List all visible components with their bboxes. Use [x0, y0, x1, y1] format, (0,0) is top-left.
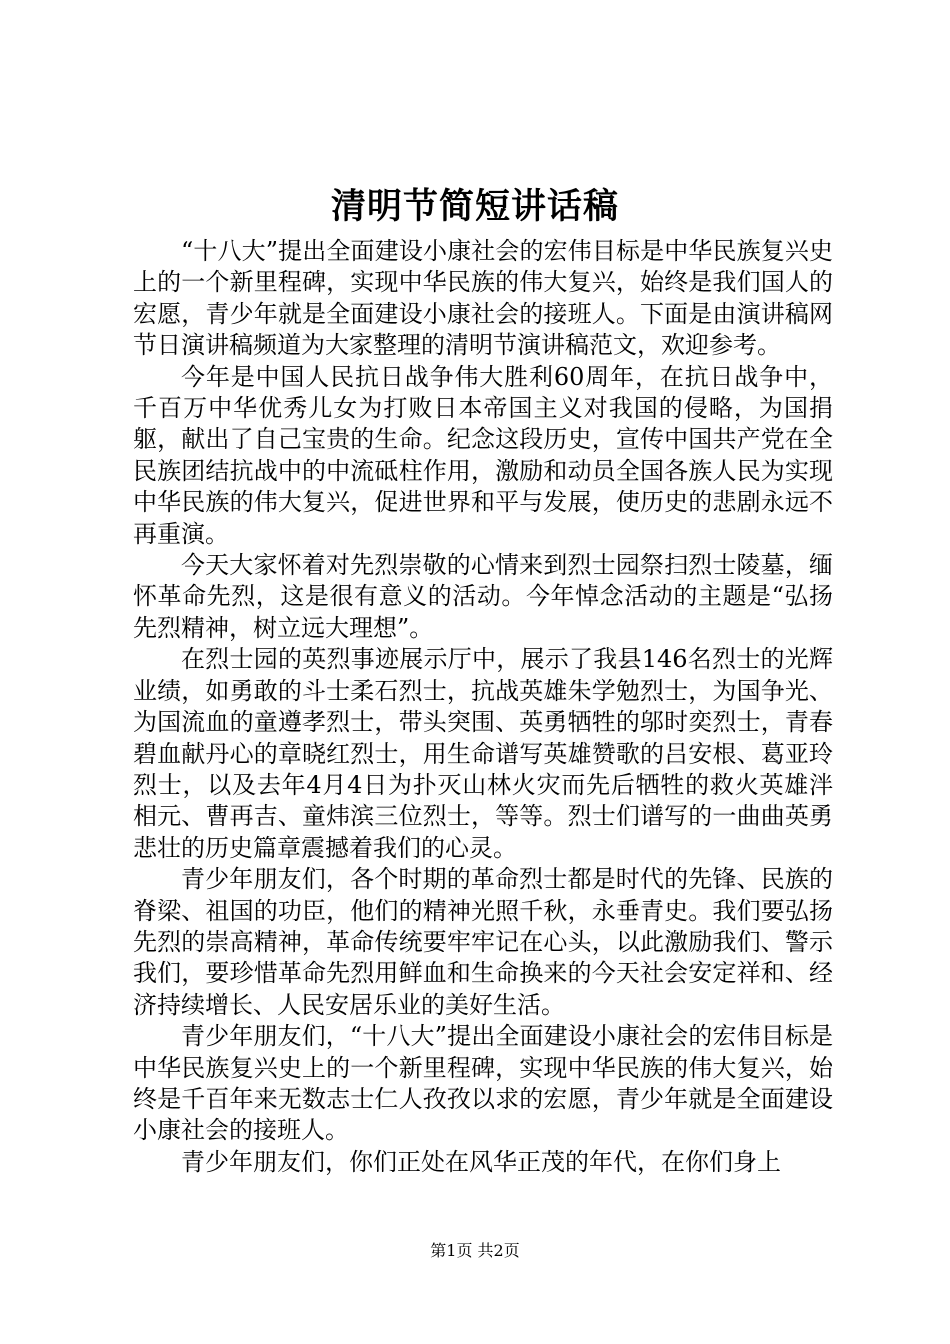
paragraph: 青少年朋友们，各个时期的革命烈士都是时代的先锋、民族的脊梁、祖国的功臣，他们的精神光照千秋，永垂青史。我们要弘扬先烈的崇高精神，革命传统要牢牢记在心头，以此激励我们、警示我们，要珍惜革命先烈用鲜血和生命换来的今天社会安定祥和、经济持续增长、人民安居乐业的美好生活。 [133, 865, 833, 1019]
document-body [133, 236, 833, 1178]
paragraph: “十八大”提出全面建设小康社会的宏伟目标是中华民族复兴史上的一个新里程碑，实现中华民族的伟大复兴，始终是我们国人的宏愿，青少年就是全面建设小康社会的接班人。下面是由演讲稿网节日演讲稿频道为大家整理的清明节演讲稿范文，欢迎参考。 [133, 237, 833, 360]
paragraph: 青少年朋友们，你们正处在风华正茂的年代，在你们身上 [181, 1147, 781, 1176]
document-title: 清明节简短讲话稿 [330, 186, 619, 227]
page-footer: 第1页 共2页 [430, 1241, 520, 1260]
paragraph: 在烈士园的英烈事迹展示厅中，展示了我县146名烈士的光辉业绩，如勇敢的斗士柔石烈士，抗战英雄朱学勉烈士，为国争光、为国流血的童遵孝烈士，带头突围、英勇牺牲的邬时奕烈士，青春碧血献丹心的章晓红烈士，用生命谱写英雄赞歌的吕安根、葛亚玲烈士，以及去年4月4日为扑灭山林火灾而先后牺牲的救火英雄泮相元、曹再吉、童炜滨三位烈士，等等。烈士们谱写的一曲曲英勇悲壮的历史篇章震撼着我们的心灵。 [133, 645, 833, 862]
paragraph: 今年是中国人民抗日战争伟大胜利60周年，在抗日战争中，千百万中华优秀儿女为打败日本帝国主义对我国的侵略，为国捐躯，献出了自己宝贵的生命。纪念这段历史，宣传中国共产党在全民族团结抗战中的中流砥柱作用，激励和动员全国各族人民为实现中华民族的伟大复兴，促进世界和平与发展，使历史的悲剧永远不再重演。 [133, 362, 833, 548]
paragraph: 青少年朋友们，“十八大”提出全面建设小康社会的宏伟目标是中华民族复兴史上的一个新里程碑，实现中华民族的伟大复兴，始终是千百年来无数志士仁人孜孜以求的宏愿，青少年就是全面建设小康社会的接班人。 [133, 1022, 833, 1145]
paragraph: 今天大家怀着对先烈崇敬的心情来到烈士园祭扫烈士陵墓，缅怀革命先烈，这是很有意义的活动。今年悼念活动的主题是“弘扬先烈精神，树立远大理想”。 [133, 551, 833, 642]
